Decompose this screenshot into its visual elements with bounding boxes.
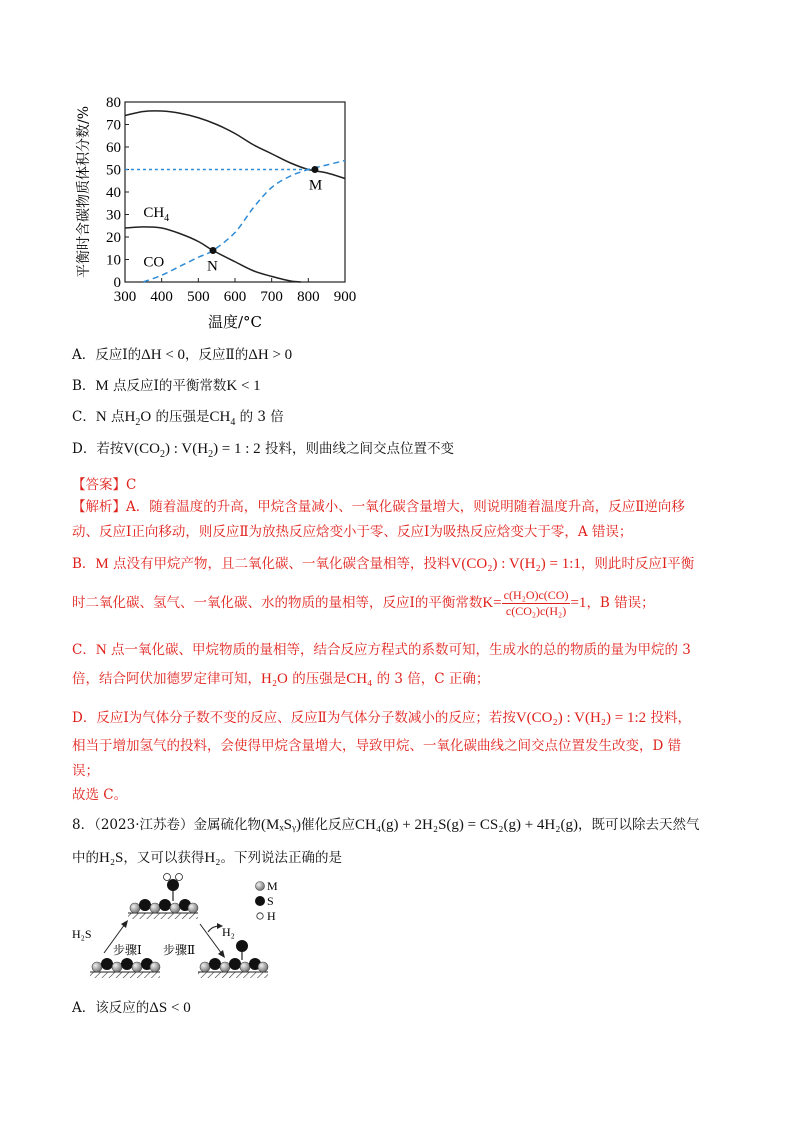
option-c: C．N 点$H_2O$ 的压强是$CH_4$ 的 3 倍 (72, 409, 284, 428)
legend (255, 879, 278, 923)
y-tick-label: 0 (113, 275, 121, 291)
h2-label: H₂ (222, 925, 235, 939)
x-tick-label: 500 (187, 289, 210, 305)
x-tick-label: 300 (113, 289, 137, 305)
legend-m: M (267, 879, 278, 893)
x-tick-label: 400 (150, 289, 173, 305)
y-tick-label: 60 (106, 140, 121, 156)
analysis-d-line1: D．反应Ⅰ为气体分子数不变的反应、反应Ⅱ为气体分子数减小的反应；若按V(CO₂) : V(H₂) = 1:2 投料， (72, 710, 691, 726)
x-tick-label: 900 (333, 289, 357, 305)
analysis-conclusion: 故选 C。 (72, 787, 128, 803)
point-n (210, 247, 217, 254)
point-label-m: M (308, 177, 323, 194)
y-tick-label: 10 (106, 252, 121, 269)
answer: 【答案】C (72, 477, 137, 493)
step1-label: 步骤Ⅰ (113, 943, 142, 957)
question8-line2: 中的H₂S，又可以获得H₂。下列说法正确的是 (72, 850, 342, 866)
option-d: D．若按$V(CO_2)$ : $V(H_2) = 1$ : 2 投料，则曲线之间交点位置不变 (72, 441, 454, 460)
legend-h: H (267, 909, 276, 923)
analysis-d-line3: 误； (72, 763, 99, 779)
x-tick-label: 700 (260, 289, 283, 305)
point-label-n: N (207, 258, 218, 275)
analysis-a-line1: 【解析】A．随着温度的升高，甲烷含量减小、一氧化碳含量增大，则说明随着温度升高，反应Ⅱ逆向移 (72, 499, 685, 515)
y-tick-label: 40 (106, 185, 121, 201)
y-tick-label: 70 (106, 117, 121, 134)
equilibrium-chart (70, 92, 370, 342)
x-tick-label: 600 (223, 289, 247, 305)
analysis-b-line1: B．M 点没有甲烷产物，且二氧化碳、一氧化碳含量相等，投料V(CO₂) : V(H₂) = 1:1，则此时反应Ⅰ平衡 (72, 556, 695, 572)
ch4-curve-label: $CH_4$ (143, 204, 170, 224)
co-curve-label: CO (143, 254, 165, 271)
catalyst-mechanism-figure (70, 868, 310, 988)
question8-line1: 8．（2023·江苏卷）金属硫化物(MₓSᵧ)催化反应CH₄(g) + 2H₂S(g) = CS₂(g) + 4H₂(g)，既可以除去天然气 (72, 817, 700, 833)
legend-s: S (267, 894, 274, 908)
x-axis-label: 温度/°C (207, 313, 263, 331)
top-catalyst-surface (128, 874, 198, 920)
option-b: B．M 点反应Ⅰ的平衡常数K < 1 (72, 378, 261, 394)
x-tick-label: 800 (297, 289, 320, 305)
analysis-b-line2: 时二氧化碳、氢气、一氧化碳、水的物质的量相等，反应Ⅰ的平衡常数K= $\frac{\text{c(H₂O)c(CO)}}{\text{c(CO₂)c(H₂)}}$ =1，B 错误； (72, 588, 655, 618)
h2s-label: H₂S (72, 927, 92, 941)
y-axis-label: 平衡时含碳物质体积分数/% (76, 105, 92, 279)
question8-option-a: A．该反应的ΔS < 0 (72, 1000, 191, 1016)
analysis-c-line1: C．N 点一氧化碳、甲烷物质的量相等，结合反应方程式的系数可知，生成水的总的物质的量为甲烷的 3 (72, 642, 691, 658)
y-tick-label: 30 (106, 207, 121, 224)
point-m (311, 166, 318, 173)
right-catalyst-surface (198, 940, 268, 978)
y-tick-label: 80 (106, 95, 121, 111)
y-tick-label: 20 (106, 230, 121, 246)
analysis-d-line2: 相当于增加氢气的投料，会使得甲烷含量增大，导致甲烷、一氧化碳曲线之间交点位置发生改变，D 错 (72, 738, 682, 754)
option-a: A．反应Ⅰ的ΔH < 0，反应Ⅱ的ΔH > 0 (72, 347, 293, 363)
analysis-c-line2: 倍，结合阿伏加德罗定律可知，H₂O 的压强是CH₄ 的 3 倍，C 正确； (72, 671, 490, 687)
step2-label: 步骤Ⅱ (163, 943, 196, 957)
analysis-a-line2: 动、反应Ⅰ正向移动，则反应Ⅱ为放热反应焓变小于零、反应Ⅰ为吸热反应焓变大于零，A 错误； (72, 524, 633, 540)
y-tick-label: 50 (106, 162, 121, 179)
left-catalyst-surface (90, 958, 160, 978)
